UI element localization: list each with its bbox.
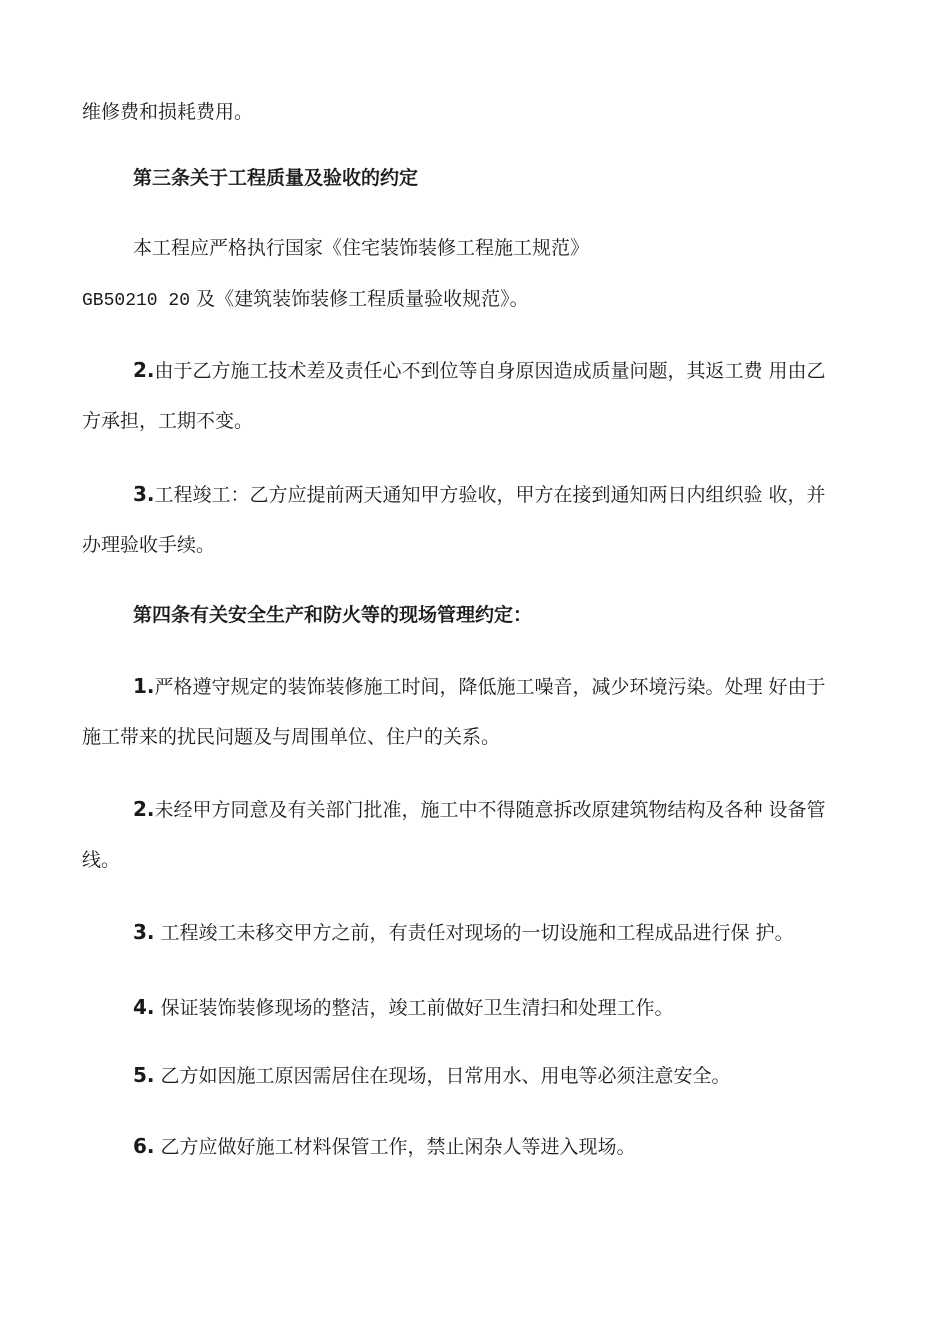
article-4-item-5 (133, 1063, 883, 1088)
item-text: 保证装饰装修现场的整洁，竣工前做好卫生清扫和处理工作。 (154, 997, 674, 1019)
item-number: 2. (133, 358, 155, 382)
article-3-item-3-line-2: 办理验收手续。 (82, 534, 216, 556)
item-text: 严格遵守规定的装饰装修施工时间，降低施工噪音，减少环境污染。处理 好由于 (154, 676, 826, 698)
article-4-item-2-line-2: 线。 (82, 849, 121, 871)
item-text: 乙方如因施工原因需居住在现场，日常用水、用电等必须注意安全。 (154, 1065, 731, 1087)
intro-line: 维修费和损耗费用。 (82, 101, 254, 123)
article-4-item-1-line-1 (133, 674, 883, 699)
item-number: 3. (133, 920, 155, 944)
item-number: 4. (133, 995, 155, 1019)
paragraph-text: 及《建筑装饰装修工程质量验收规范》。 (190, 288, 529, 310)
article-3-heading: 第三条关于工程质量及验收的约定 (133, 167, 419, 189)
article-4-heading: 第四条有关安全生产和防火等的现场管理约定： (133, 604, 533, 626)
item-text: 工程竣工未移交甲方之前，有责任对现场的一切设施和工程成品进行保 护。 (154, 922, 794, 944)
item-text: 乙方应做好施工材料保管工作，禁止闲杂人等进入现场。 (154, 1136, 636, 1158)
article-3-item-2-line-2: 方承担，工期不变。 (82, 410, 254, 432)
item-text: 未经甲方同意及有关部门批准，施工中不得随意拆改原建筑物结构及各种 设备管 (154, 799, 826, 821)
standard-code: GB50210 20 (82, 291, 191, 311)
article-3-paragraph-1-line-2 (82, 287, 882, 313)
article-3-item-3-line-1 (133, 482, 883, 507)
article-4-item-3 (133, 920, 883, 945)
item-number: 1. (133, 674, 155, 698)
item-number: 2. (133, 797, 155, 821)
article-3-item-2-line-1 (133, 358, 883, 383)
item-number: 6. (133, 1134, 155, 1158)
article-4-item-6 (133, 1134, 883, 1159)
item-number: 3. (133, 482, 155, 506)
article-3-paragraph-1-line-1: 本工程应严格执行国家《住宅装饰装修工程施工规范》 (133, 237, 590, 259)
item-text: 由于乙方施工技术差及责任心不到位等自身原因造成质量问题，其返工费 用由乙 (154, 360, 826, 382)
item-number: 5. (133, 1063, 155, 1087)
article-4-item-1-line-2: 施工带来的扰民问题及与周围单位、住户的关系。 (82, 726, 501, 748)
article-4-item-4 (133, 995, 883, 1020)
article-4-item-2-line-1 (133, 797, 883, 822)
item-text: 工程竣工：乙方应提前两天通知甲方验收，甲方在接到通知两日内组织验 收，并 (154, 484, 826, 506)
